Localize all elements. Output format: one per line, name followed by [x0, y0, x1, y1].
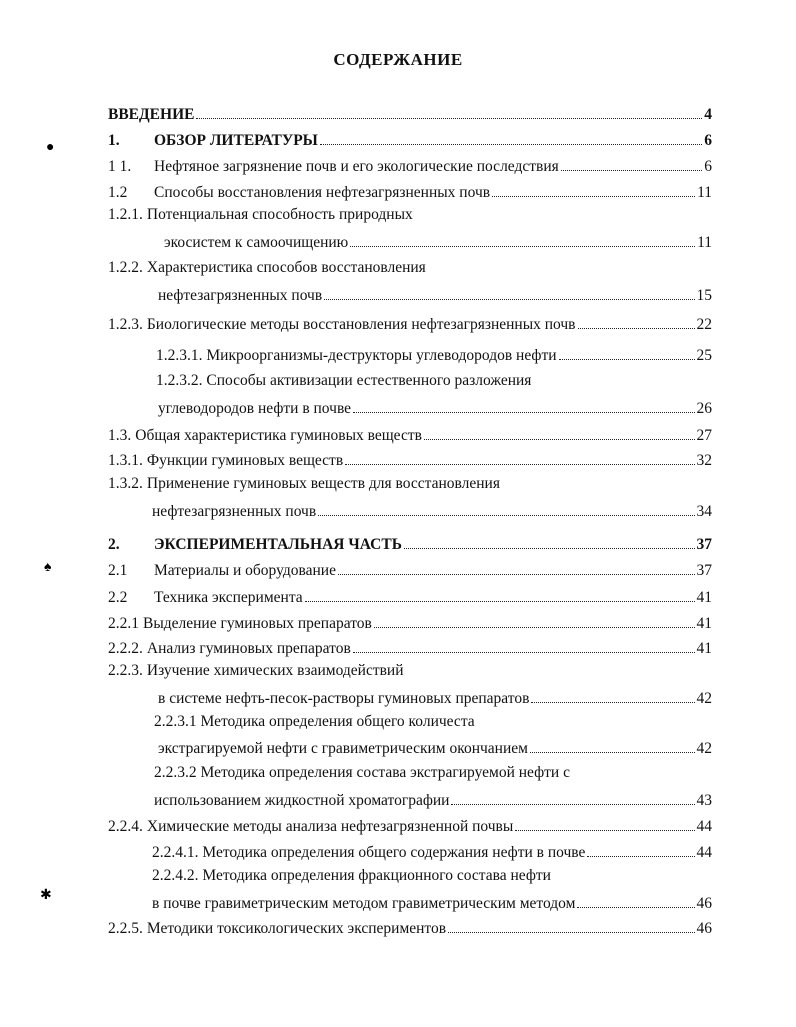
toc-entry-page: 26	[696, 399, 712, 417]
toc-entry-title: 1.2.3.2. Способы активизации естественного разложения	[156, 372, 532, 389]
toc-entry-title: Изучение химических взаимодействий	[146, 662, 404, 679]
toc-entry-page: 46	[696, 919, 712, 937]
toc-entry-title: ОБЗОР ЛИТЕРАТУРЫ	[154, 131, 318, 149]
toc-entry	[108, 867, 712, 889]
toc-entry-number: 2.2.2.	[108, 639, 143, 657]
toc-entry-title: 2.2.3.1 Методика определения общего количеста	[154, 713, 475, 730]
toc-entry-page: 42	[696, 739, 712, 757]
toc-entry	[108, 713, 712, 735]
toc-entry	[108, 560, 712, 582]
toc-entry-title: экосистем к самоочищению	[164, 233, 349, 251]
toc-entry-number: 1.2.1.	[108, 206, 143, 223]
dot-leader	[515, 816, 694, 831]
toc-entry-title: нефтезагрязненных почв	[158, 286, 323, 304]
toc-entry-title: Общая характеристика гуминовых веществ	[135, 426, 422, 444]
dot-leader	[318, 501, 694, 516]
toc-entry-page: 41	[696, 639, 712, 657]
toc-entry	[108, 764, 712, 786]
toc-entry-title: Нефтяное загрязнение почв и его экологические последствия	[154, 157, 559, 175]
toc-entry-number: 1.2	[108, 183, 128, 201]
toc-entry-page: 41	[696, 614, 712, 632]
toc-entry-title: Характеристика способов восстановления	[146, 259, 426, 276]
dot-leader	[448, 918, 694, 933]
toc-entry	[108, 130, 712, 152]
toc-entry-page: 6	[704, 131, 712, 149]
toc-entry-title: Выделение гуминовых препаратов	[143, 614, 372, 632]
dot-leader	[350, 232, 695, 247]
toc-entry	[108, 638, 712, 660]
toc-entry-title: использованием жидкостной хроматографии	[154, 791, 450, 809]
toc-entry-title: углеводородов нефти в почве	[158, 399, 352, 417]
toc-entry-title: 1.2.3.1. Микроорганизмы-деструкторы углеводородов нефти	[156, 346, 557, 364]
toc-entry-page: 32	[696, 451, 712, 469]
toc-entry-number: 1 1.	[108, 157, 132, 175]
toc-entry-title: 2.2.3.2 Методика определения состава экстрагируемой нефти с	[154, 764, 570, 781]
dot-leader	[424, 425, 695, 440]
dot-leader	[492, 182, 695, 197]
toc-entry-page: 22	[696, 315, 712, 333]
dot-leader	[374, 613, 695, 628]
toc-entry	[108, 534, 712, 556]
toc-entry	[108, 738, 712, 760]
dot-leader	[353, 398, 694, 413]
toc-entry-title: 2.2.4.2. Методика определения фракционного состава нефти	[152, 867, 551, 884]
toc-entry	[108, 285, 712, 307]
dot-leader	[404, 534, 695, 549]
toc-entry-page: 4	[704, 105, 712, 123]
toc-entry	[108, 259, 712, 281]
dot-leader	[451, 790, 694, 805]
toc-entry	[108, 893, 712, 915]
dot-leader	[530, 738, 695, 753]
toc-entry-number: 2.2.5.	[108, 919, 143, 937]
toc-entry-page: 42	[696, 689, 712, 707]
toc-entry-title: в системе нефть-песок-растворы гуминовых препаратов	[158, 689, 530, 707]
toc-entry-page: 44	[696, 843, 712, 861]
dot-leader	[338, 560, 695, 575]
toc-entry-page: 27	[696, 426, 712, 444]
toc-entry-number: 1.3.1.	[108, 451, 143, 469]
toc-entry	[108, 842, 712, 864]
scan-speck-mark: ✱	[40, 888, 52, 903]
toc-entry-title: Способы восстановления нефтезагрязненных почв	[154, 183, 491, 201]
dot-leader	[561, 156, 702, 171]
toc-entry-number: 1.3.	[108, 426, 132, 444]
toc-entry-title: Анализ гуминовых препаратов	[146, 639, 351, 657]
toc-entry-page: 43	[696, 791, 712, 809]
toc-entry-page: 41	[696, 588, 712, 606]
toc-entry-title: экстрагируемой нефти с гравиметрическим окончанием	[158, 739, 528, 757]
toc-entry-number: 2.	[108, 535, 120, 553]
toc-entry-page: 44	[696, 817, 712, 835]
toc-entry	[108, 816, 712, 838]
toc-entry-title: ВВЕДЕНИЕ	[108, 105, 195, 123]
toc-entry-title: Химические методы анализа нефтезагрязненной почвы	[146, 817, 514, 835]
toc-entry	[108, 182, 712, 204]
toc-entry	[108, 206, 712, 228]
dot-leader	[320, 130, 702, 145]
toc-entry-title: Материалы и оборудование	[154, 561, 336, 579]
toc-entry	[108, 372, 712, 394]
toc-entry	[108, 232, 712, 254]
toc-entry-title: нефтезагрязненных почв	[152, 502, 317, 520]
dot-leader	[305, 587, 695, 602]
toc-entry-page: 37	[696, 535, 712, 553]
toc-entry	[108, 790, 712, 812]
toc-entry-number: 2.2.1	[108, 614, 139, 632]
toc-entry-title: Методики токсикологических экспериментов	[146, 919, 447, 937]
toc-entry-number: 1.2.3.	[108, 315, 143, 333]
toc-entry-page: 25	[696, 346, 712, 364]
toc-entry-page: 11	[697, 233, 712, 251]
toc-entry-page: 15	[696, 286, 712, 304]
toc-entry	[108, 398, 712, 420]
scan-speck-mark: ♠	[44, 560, 52, 575]
toc-entry-number: 1.	[108, 131, 120, 149]
toc-entry	[108, 425, 712, 447]
toc-entry	[108, 662, 712, 684]
toc-entry-number: 2.2.4.	[108, 817, 143, 835]
toc-entry-title: в почве гравиметрическим методом гравиметрическим методом	[152, 894, 576, 912]
dot-leader	[353, 638, 695, 653]
dot-leader	[587, 842, 694, 857]
dot-leader	[345, 450, 694, 465]
toc-entry-number: 2.2	[108, 588, 128, 606]
toc-entry-title: Техника эксперимента	[154, 588, 303, 606]
toc-entry-page: 37	[696, 561, 712, 579]
toc-entry-number: 1.2.2.	[108, 259, 143, 276]
toc-entry-title: Потенциальная способность природных	[146, 206, 413, 223]
dot-leader	[577, 893, 694, 908]
toc-entry-number: 2.2.3.	[108, 662, 143, 679]
toc-entry-title: Функции гуминовых веществ	[146, 451, 344, 469]
toc-entry	[108, 314, 712, 336]
toc-entry	[108, 688, 712, 710]
toc-entry	[108, 345, 712, 367]
toc-entry-page: 6	[704, 157, 712, 175]
toc-entry	[108, 156, 712, 178]
toc-entry-title: ЭКСПЕРИМЕНТАЛЬНАЯ ЧАСТЬ	[154, 535, 402, 553]
page-title: СОДЕРЖАНИЕ	[333, 50, 463, 69]
toc-entry-title: 2.2.4.1. Методика определения общего содержания нефти в почве	[152, 843, 586, 861]
toc-entry-title: Применение гуминовых веществ для восстановления	[146, 475, 500, 492]
toc-entry	[108, 501, 712, 523]
toc-entry	[108, 587, 712, 609]
dot-leader	[559, 345, 695, 360]
toc-entry	[108, 475, 712, 497]
dot-leader	[196, 104, 702, 119]
dot-leader	[531, 688, 694, 703]
toc-entry	[108, 613, 712, 635]
dot-leader	[578, 314, 695, 329]
toc-entry-number: 1.3.2.	[108, 475, 143, 492]
toc-entry	[108, 450, 712, 472]
toc-entry-title: Биологические методы восстановления нефтезагрязненных почв	[146, 315, 576, 333]
toc-entry-page: 34	[696, 502, 712, 520]
toc-entry-number: 2.1	[108, 561, 128, 579]
toc-entry	[108, 104, 712, 126]
scan-speck-mark: ●	[46, 140, 55, 155]
dot-leader	[324, 285, 694, 300]
toc-entry-page: 11	[697, 183, 712, 201]
toc-entry	[108, 918, 712, 940]
toc-entry-page: 46	[696, 894, 712, 912]
